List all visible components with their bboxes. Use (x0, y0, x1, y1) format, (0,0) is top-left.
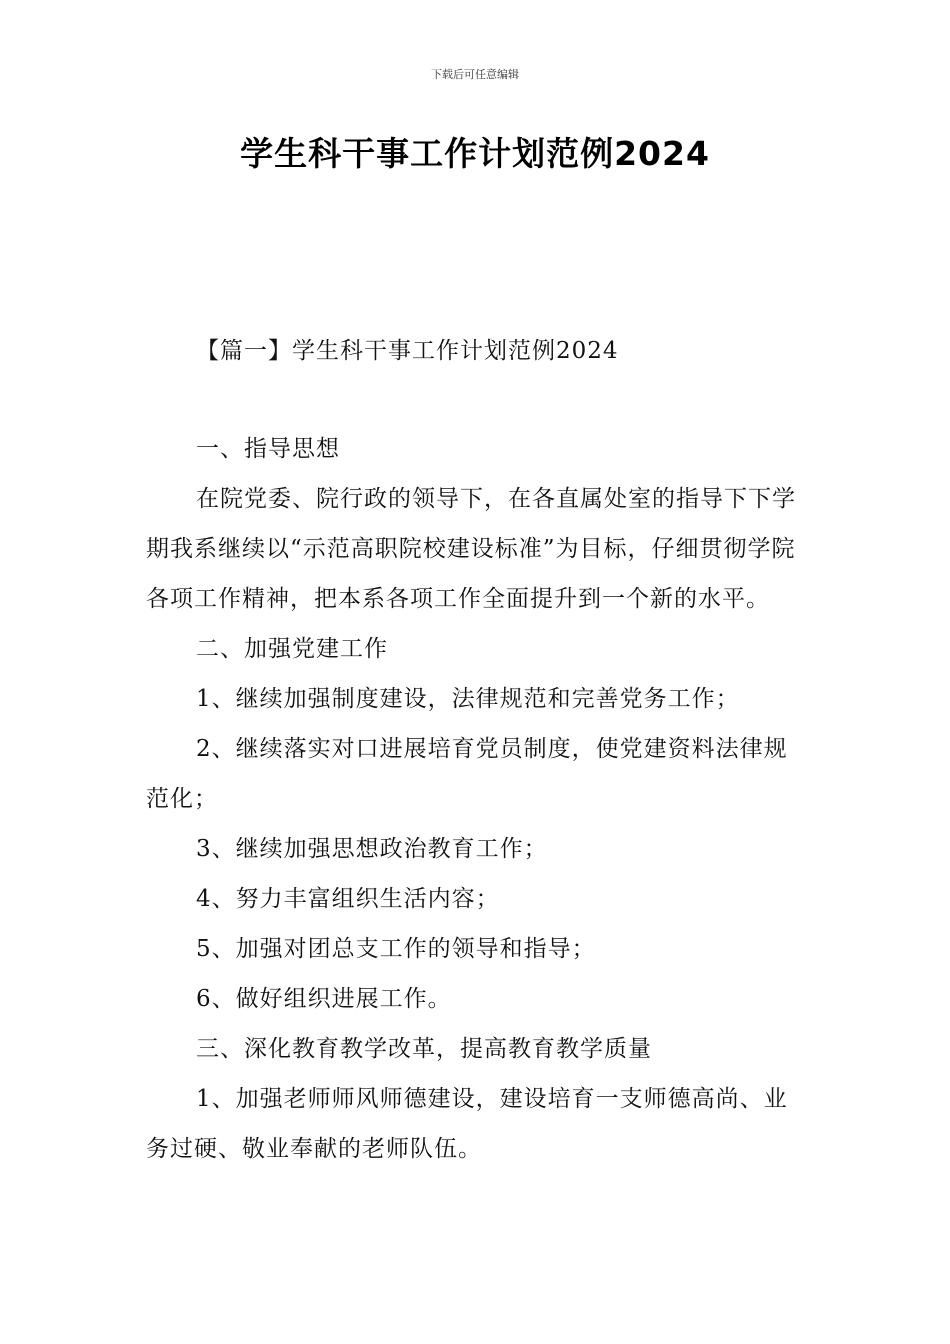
heading-party-building: 二、加强党建工作 (196, 636, 388, 662)
document-title: 学生科干事工作计划范例2024 (240, 134, 710, 173)
list-item: 6、做好组织进展工作。 (196, 986, 452, 1012)
list-item: 3、继续加强思想政治教育工作； (196, 836, 548, 862)
heading-teaching-reform: 三、深化教育教学改革，提高教育教学质量 (196, 1036, 652, 1062)
header-note: 下载后可任意编辑 (431, 68, 519, 81)
section-heading: 【篇一】学生科干事工作计划范例2024 (196, 338, 619, 364)
list-item: 4、努力丰富组织生活内容； (196, 886, 500, 912)
list-item: 1、继续加强制度建设，法律规范和完善党务工作； (196, 686, 740, 712)
list-item: 2、继续落实对口进展培育党员制度，使党建资料法律规范化； (146, 736, 788, 812)
paragraph-guiding-ideology: 在院党委、院行政的领导下，在各直属处室的指导下下学期我系继续以“示范高职院校建设标准”为目标，仔细贯彻学院各项工作精神，把本系各项工作全面提升到一个新的水平。 (146, 486, 796, 612)
list-item: 5、加强对团总支工作的领导和指导； (196, 936, 596, 962)
list-item: 1、加强老师师风师德建设，建设培育一支师德高尚、业务过硬、敬业奉献的老师队伍。 (146, 1086, 788, 1162)
document-body (146, 424, 808, 1174)
heading-guiding-ideology: 一、指导思想 (196, 436, 340, 462)
